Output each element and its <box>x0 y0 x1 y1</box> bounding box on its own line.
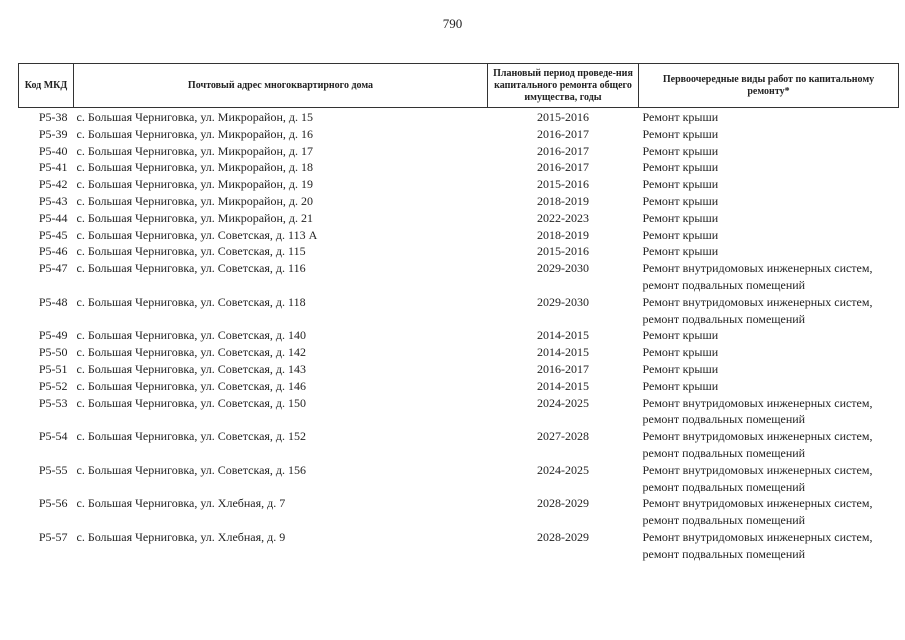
row-code: Р5-41 <box>38 160 68 175</box>
row-address: с. Большая Черниговка, ул. Микрорайон, д. 20 <box>76 193 313 208</box>
row-works: Ремонт крыши <box>642 210 719 225</box>
table-row <box>19 344 899 361</box>
table-row <box>19 143 899 160</box>
row-period: 2028-2029 <box>537 529 589 544</box>
row-period: 2014-2015 <box>537 328 589 343</box>
row-works: Ремонт крыши <box>642 345 719 360</box>
row-works: Ремонт крыши <box>642 126 719 141</box>
row-address: с. Большая Черниговка, ул. Советская, д. 150 <box>76 395 307 410</box>
header-address: Почтовый адрес многоквартирного дома <box>74 64 488 108</box>
row-period: 2029-2030 <box>537 261 589 276</box>
row-address: с. Большая Черниговка, ул. Советская, д. 152 <box>76 429 307 444</box>
row-address: с. Большая Черниговка, ул. Советская, д. 142 <box>76 345 307 360</box>
row-period: 2014-2015 <box>537 345 589 360</box>
row-code: Р5-42 <box>38 177 68 192</box>
table-row <box>19 395 899 429</box>
header-code: Код МКД <box>19 64 74 108</box>
row-address: с. Большая Черниговка, ул. Советская, д. 116 <box>76 261 306 276</box>
row-code: Р5-57 <box>38 529 68 544</box>
row-period: 2024-2025 <box>537 395 589 410</box>
header-works: Первоочередные виды работ по капитальному ремонту* <box>639 64 899 108</box>
row-code: Р5-55 <box>38 462 68 477</box>
table-body <box>19 108 899 563</box>
row-period: 2028-2029 <box>537 496 589 511</box>
table-row <box>19 193 899 210</box>
table-row <box>19 462 899 496</box>
table-row <box>19 176 899 193</box>
table-row <box>19 159 899 176</box>
table-row <box>19 126 899 143</box>
repair-schedule-table <box>18 63 899 563</box>
row-period: 2016-2017 <box>537 160 589 175</box>
row-address: с. Большая Черниговка, ул. Советская, д. 118 <box>76 294 306 309</box>
row-address: с. Большая Черниговка, ул. Советская, д. 140 <box>76 328 307 343</box>
row-works: Ремонт крыши <box>642 361 719 376</box>
row-period: 2022-2023 <box>537 210 589 225</box>
row-period: 2018-2019 <box>537 193 589 208</box>
row-code: Р5-44 <box>38 210 68 225</box>
row-code: Р5-46 <box>38 244 68 259</box>
table-row <box>19 243 899 260</box>
row-works: Ремонт крыши <box>642 244 719 259</box>
row-address: с. Большая Черниговка, ул. Советская, д. 156 <box>76 462 307 477</box>
row-works: Ремонт внутридомовых инженерных систем, ремонт подвальных помещений <box>642 496 873 528</box>
row-code: Р5-47 <box>38 261 68 276</box>
row-works: Ремонт внутридомовых инженерных систем, ремонт подвальных помещений <box>642 261 873 292</box>
row-works: Ремонт внутридомовых инженерных систем, ремонт подвальных помещений <box>642 395 873 427</box>
table-row <box>19 227 899 244</box>
row-period: 2015-2016 <box>537 244 589 259</box>
row-period: 2014-2015 <box>537 378 589 393</box>
row-works: Ремонт крыши <box>642 110 719 124</box>
row-code: Р5-56 <box>38 496 68 511</box>
row-address: с. Большая Черниговка, ул. Микрорайон, д. 21 <box>76 210 313 225</box>
row-period: 2029-2030 <box>537 294 589 309</box>
row-works: Ремонт внутридомовых инженерных систем, ремонт подвальных помещений <box>642 529 873 561</box>
row-works: Ремонт крыши <box>642 378 719 393</box>
row-address: с. Большая Черниговка, ул. Микрорайон, д. 15 <box>76 110 313 124</box>
row-works: Ремонт крыши <box>642 143 719 158</box>
row-works: Ремонт внутридомовых инженерных систем, ремонт подвальных помещений <box>642 429 873 460</box>
row-period: 2016-2017 <box>537 143 589 158</box>
table-row <box>19 108 899 126</box>
row-code: Р5-50 <box>38 345 68 360</box>
row-period: 2015-2016 <box>537 110 589 124</box>
row-address: с. Большая Черниговка, ул. Советская, д. 115 <box>76 244 306 259</box>
header-period: Плановый период проведе-ния капитального ремонта общего имущества, годы <box>488 64 639 108</box>
table-row <box>19 327 899 344</box>
table-row <box>19 529 899 563</box>
row-address: с. Большая Черниговка, ул. Микрорайон, д. 16 <box>76 126 313 141</box>
row-address: с. Большая Черниговка, ул. Микрорайон, д. 17 <box>76 143 313 158</box>
row-address: с. Большая Черниговка, ул. Хлебная, д. 7 <box>76 496 286 511</box>
row-works: Ремонт крыши <box>642 160 719 175</box>
row-works: Ремонт крыши <box>642 328 719 343</box>
row-works: Ремонт крыши <box>642 227 719 242</box>
row-period: 2018-2019 <box>537 227 589 242</box>
row-code: Р5-53 <box>38 395 68 410</box>
row-period: 2016-2017 <box>537 361 589 376</box>
table-row <box>19 378 899 395</box>
row-address: с. Большая Черниговка, ул. Советская, д. 143 <box>76 361 307 376</box>
row-code: Р5-43 <box>38 193 68 208</box>
table-row <box>19 361 899 378</box>
row-period: 2015-2016 <box>537 177 589 192</box>
row-code: Р5-45 <box>38 227 68 242</box>
row-address: с. Большая Черниговка, ул. Хлебная, д. 9 <box>76 529 286 544</box>
row-works: Ремонт внутридомовых инженерных систем, ремонт подвальных помещений <box>642 462 873 494</box>
row-period: 2024-2025 <box>537 462 589 477</box>
row-code: Р5-38 <box>38 110 68 124</box>
table-header <box>19 64 899 108</box>
page-number: 790 <box>442 16 463 31</box>
row-address: с. Большая Черниговка, ул. Советская, д. 146 <box>76 378 307 393</box>
table-row <box>19 495 899 529</box>
row-address: с. Большая Черниговка, ул. Советская, д. 113 А <box>76 227 318 242</box>
row-period: 2027-2028 <box>537 429 589 444</box>
row-code: Р5-39 <box>38 126 68 141</box>
row-address: с. Большая Черниговка, ул. Микрорайон, д. 18 <box>76 160 313 175</box>
row-address: с. Большая Черниговка, ул. Микрорайон, д. 19 <box>76 177 313 192</box>
row-code: Р5-54 <box>38 429 68 444</box>
table-row <box>19 260 899 294</box>
row-code: Р5-48 <box>38 294 68 309</box>
row-code: Р5-40 <box>38 143 68 158</box>
row-code: Р5-49 <box>38 328 68 343</box>
row-code: Р5-51 <box>38 361 68 376</box>
table-row <box>19 210 899 227</box>
row-works: Ремонт внутридомовых инженерных систем, ремонт подвальных помещений <box>642 294 873 326</box>
row-code: Р5-52 <box>38 378 68 393</box>
row-period: 2016-2017 <box>537 126 589 141</box>
table-row <box>19 294 899 328</box>
row-works: Ремонт крыши <box>642 193 719 208</box>
row-works: Ремонт крыши <box>642 177 719 192</box>
table-row <box>19 428 899 462</box>
